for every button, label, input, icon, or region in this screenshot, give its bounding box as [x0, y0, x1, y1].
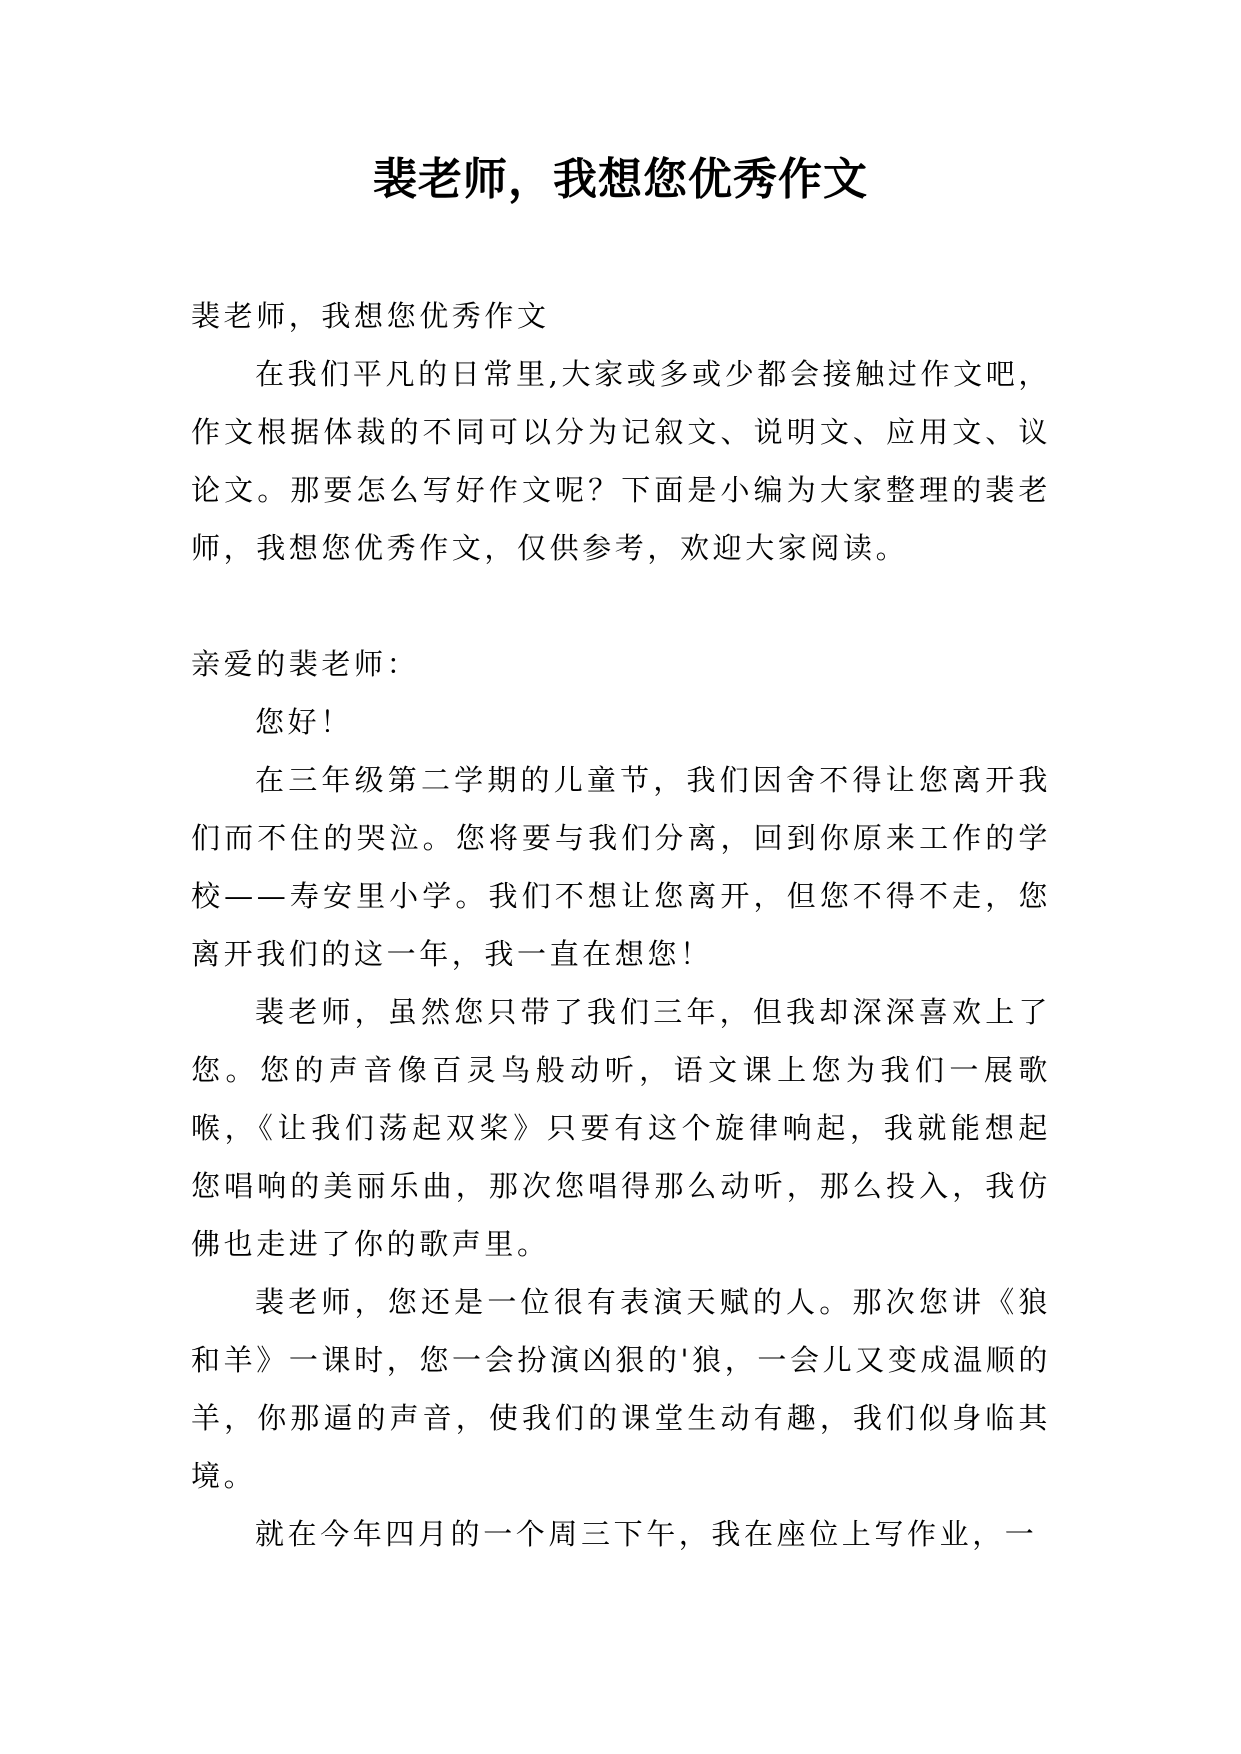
document-body [191, 287, 1051, 1563]
body-paragraph: 在三年级第二学期的儿童节，我们因舍不得让您离开我们而不住的哭泣。您将要与我们分离，回到你原来工作的学校——寿安里小学。我们不想让您离开，但您不得不走，您离开我们的这一年，我一直在想您！ [191, 763, 1051, 971]
body-paragraph: 裴老师，您还是一位很有表演天赋的人。那次您讲《狼和羊》一课时，您一会扮演凶狠的'狼，一会儿又变成温顺的羊，你那逼的声音，使我们的课堂生动有趣，我们似身临其境。 [191, 1285, 1051, 1493]
document-title: 裴老师，我想您优秀作文 [373, 154, 868, 205]
body-paragraph: 裴老师，虽然您只带了我们三年，但我却深深喜欢上了您。您的声音像百灵鸟般动听，语文课上您为我们一展歌喉，《让我们荡起双桨》只要有这个旋律响起，我就能想起您唱响的美丽乐曲，那次您唱得那么动听，那么投入，我仿佛也走进了你的歌声里。 [191, 995, 1051, 1261]
intro-paragraph: 在我们平凡的日常里,大家或多或少都会接触过作文吧，作文根据体裁的不同可以分为记叙文、说明文、应用文、议论文。那要怎么写好作文呢？下面是小编为大家整理的裴老师，我想您优秀作文，仅供参考，欢迎大家阅读。 [191, 357, 1051, 565]
salutation: 亲爱的裴老师： [191, 647, 420, 681]
greeting: 您好！ [255, 705, 353, 739]
subtitle-paragraph: 裴老师，我想您优秀作文 [191, 299, 550, 333]
body-paragraph: 就在今年四月的一个周三下午，我在座位上写作业，一 [255, 1517, 1038, 1551]
